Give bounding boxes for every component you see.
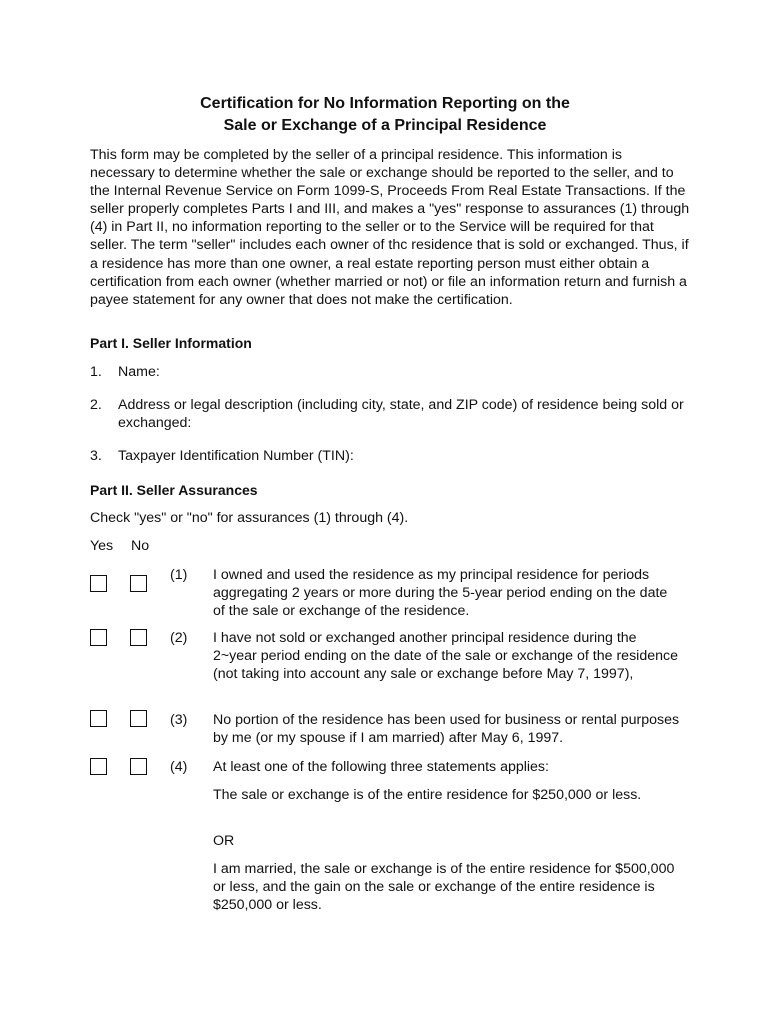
no-column-label: No (131, 538, 150, 554)
assurance-number: (1) (170, 567, 188, 583)
item-label: Taxpayer Identification Number (TIN): (118, 448, 354, 464)
assurance-3-no-checkbox[interactable] (130, 710, 147, 727)
assurance-text: I have not sold or exchanged another principal residence during the 2~year period ending on the date of the sale or exchange of the residence (not taking into account any sale or exchange before May 7, 1997), (213, 630, 678, 682)
assurance-2-no-checkbox[interactable] (130, 629, 147, 646)
assurance-1-no-checkbox[interactable] (130, 575, 147, 592)
yes-column-label: Yes (90, 538, 114, 554)
assurance-text: At least one of the following three statements applies: (213, 759, 549, 775)
statement-500k: I am married, the sale or exchange is of the entire residence for $500,000 or less, and the gain on the sale or exchange of the entire residence is $250,000 or less. (213, 861, 675, 913)
item-number: 2. (90, 397, 102, 413)
title-line-1: Certification for No Information Reporting on the (200, 95, 570, 112)
item-label: Address or legal description (including city, state, and ZIP code) of residence being sold or exchanged: (118, 397, 684, 431)
assurance-number: (2) (170, 630, 188, 646)
part1-heading: Part I. Seller Information (90, 335, 252, 351)
assurance-text: I owned and used the residence as my principal residence for periods aggregating 2 years or more during the 5-year period ending on the date of the sale or exchange of the residence. (213, 567, 668, 619)
assurance-3-yes-checkbox[interactable] (90, 710, 107, 727)
intro-paragraph: This form may be completed by the seller of a principal residence. This information is necessary to determine whether the sale or exchange should be reported to the seller, and to the Internal Revenue Service on Form 1099-S, Proceeds From Real Estate Transactions. If the seller properly completes Parts I and III, and makes a "yes" response to assurances (1) through (4) in Part II, no information reporting to the seller or to the Service will be required for that seller. The term "seller" includes each owner of thc residence that is sold or exchanged. Thus, if a residence has more than one owner, a real estate reporting person must either obtain a certification from each owner (whether married or not) or file an information return and furnish a payee statement for any owner that does not make the certification. (90, 147, 690, 308)
item-number: 1. (90, 364, 102, 380)
assurance-4-yes-checkbox[interactable] (90, 758, 107, 775)
assurance-number: (4) (170, 759, 188, 775)
part2-instruction: Check "yes" or "no" for assurances (1) through (4). (90, 510, 409, 526)
item-label: Name: (118, 364, 160, 380)
title-line-2: Sale or Exchange of a Principal Residence (223, 117, 547, 134)
assurance-4-no-checkbox[interactable] (130, 758, 147, 775)
statement-250k: The sale or exchange is of the entire residence for $250,000 or less. (213, 787, 642, 803)
assurance-number: (3) (170, 712, 188, 728)
statement-or: OR (213, 833, 235, 849)
assurance-text: No portion of the residence has been used for business or rental purposes by me (or my spouse if I am married) after May 6, 1997. (213, 712, 680, 746)
assurance-2-yes-checkbox[interactable] (90, 629, 107, 646)
form-title (0, 93, 770, 137)
item-number: 3. (90, 448, 102, 464)
part2-heading: Part II. Seller Assurances (90, 482, 258, 498)
assurance-1-yes-checkbox[interactable] (90, 575, 107, 592)
